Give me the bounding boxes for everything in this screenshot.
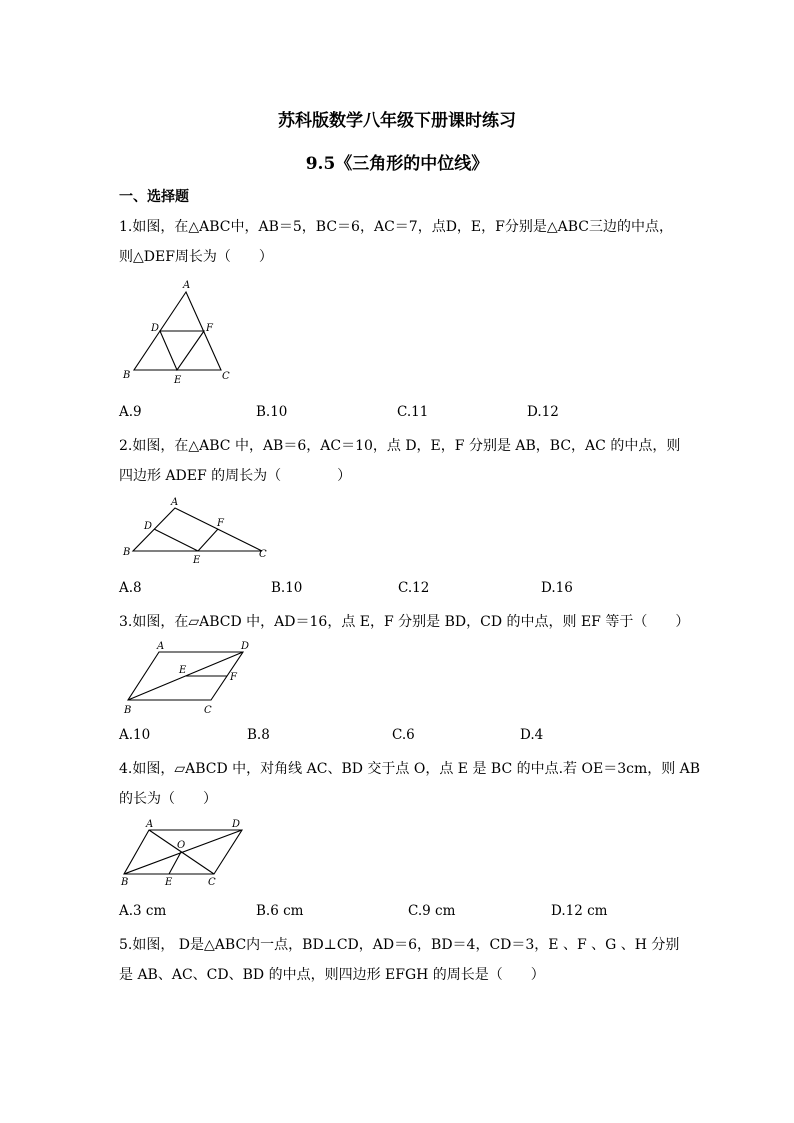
label-b: B	[123, 547, 131, 558]
label-b: B	[124, 705, 132, 716]
label-c: C	[259, 549, 267, 560]
label-e: E	[193, 555, 201, 566]
question-2-option-c: C.12	[398, 580, 430, 596]
question-3-option-b: B.8	[247, 727, 270, 743]
question-4-option-c: C.9 cm	[408, 903, 456, 919]
label-d: D	[144, 521, 153, 532]
question-4-option-d: D.12 cm	[551, 903, 608, 919]
label-a: A	[157, 641, 165, 652]
label-d: D	[151, 323, 160, 334]
diagonal-bd	[124, 830, 242, 874]
question-5-line-1: 5.如图， D是△ABC内一点，BD⊥CD，AD＝6，BD＝4，CD＝3，E 、F 、G 、H 分别	[119, 937, 680, 953]
question-4-line-2: 的长为（ ）	[119, 791, 217, 807]
question-3-option-c: C.6	[392, 727, 415, 743]
label-d: D	[241, 641, 250, 652]
document-title: 苏科版数学八年级下册课时练习	[278, 111, 516, 131]
triangle-abc	[133, 508, 262, 551]
triangle-def	[160, 331, 204, 370]
label-c: C	[208, 877, 216, 888]
question-1-option-a: A.9	[119, 404, 142, 420]
question-4-line-1: 4.如图，▱ABCD 中，对角线 AC、BD 交于点 O，点 E 是 BC 的中点.若 OE＝3cm，则 AB	[119, 761, 701, 777]
question-1-option-c: C.11	[397, 404, 429, 420]
label-f: F	[230, 672, 237, 683]
question-1-line-2: 则△DEF周长为（ ）	[119, 249, 273, 265]
label-e: E	[165, 877, 173, 888]
label-f: F	[217, 518, 224, 529]
segment-de	[154, 529, 198, 551]
question-1-line-1: 1.如图，在△ABC中，AB＝5，BC＝6，AC＝7，点D，E，F分别是△ABC三边的中点，	[119, 219, 673, 235]
question-3-figure	[119, 638, 259, 720]
label-b: B	[121, 877, 129, 888]
question-2-line-1: 2.如图，在△ABC 中，AB＝6，AC＝10，点 D，E，F 分别是 AB，BC，AC 的中点，则	[119, 438, 681, 454]
segment-ef	[198, 529, 218, 551]
label-c: C	[204, 705, 212, 716]
question-1-figure	[119, 278, 239, 388]
question-3-line-1: 3.如图，在▱ABCD 中，AD＝16，点 E，F 分别是 BD，CD 的中点，则 EF 等于（ ）	[119, 614, 690, 630]
label-b: B	[123, 370, 131, 381]
question-4-figure	[119, 816, 259, 891]
section-heading: 一、选择题	[119, 189, 189, 205]
question-2-option-d: D.16	[541, 580, 573, 596]
label-a: A	[146, 819, 154, 830]
question-1-option-b: B.10	[256, 404, 288, 420]
question-4-option-b: B.6 cm	[256, 903, 304, 919]
question-2-option-a: A.8	[119, 580, 142, 596]
label-a: A	[183, 280, 191, 291]
question-3-option-d: D.4	[520, 727, 544, 743]
label-o: O	[177, 840, 186, 851]
label-a: A	[171, 497, 179, 508]
label-e: E	[174, 375, 182, 386]
label-f: F	[206, 323, 213, 334]
question-2-option-b: B.10	[271, 580, 303, 596]
question-1-option-d: D.12	[527, 404, 559, 420]
label-c: C	[222, 371, 230, 382]
label-e: E	[179, 665, 187, 676]
question-4-option-a: A.3 cm	[119, 903, 167, 919]
document-subtitle: 9.5《三角形的中位线》	[305, 154, 489, 174]
question-2-figure	[119, 495, 279, 570]
question-5-line-2: 是 AB、AC、CD、BD 的中点，则四边形 EFGH 的周长是（ ）	[119, 967, 545, 983]
label-d: D	[232, 819, 241, 830]
question-3-option-a: A.10	[119, 727, 151, 743]
question-2-line-2: 四边形 ADEF 的周长为（ ）	[119, 468, 352, 484]
